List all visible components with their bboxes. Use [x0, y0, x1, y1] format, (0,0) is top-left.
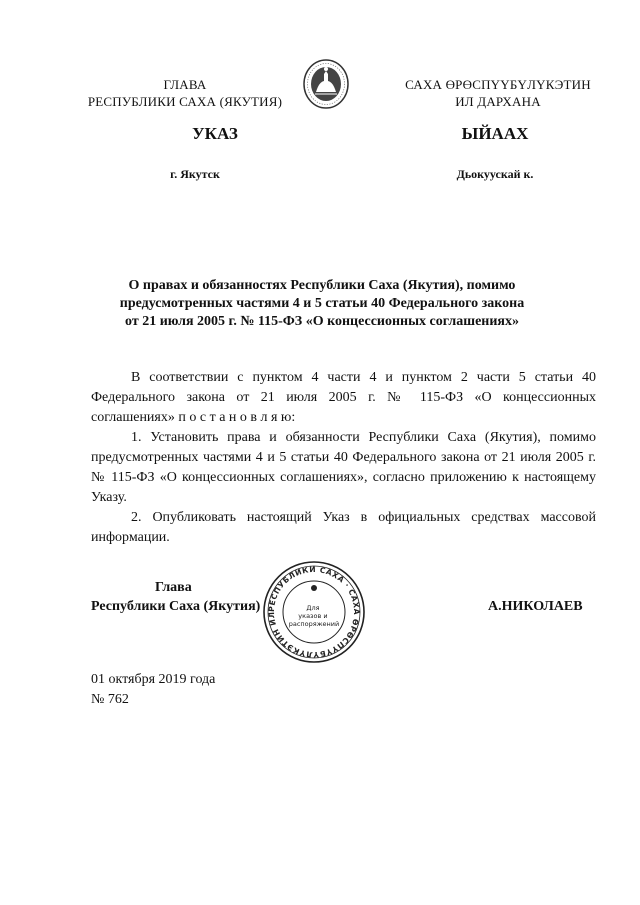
city-right: Дьокуускай к. [456, 167, 534, 181]
signature-title-line2: Республики Саха (Якутия) [91, 599, 261, 614]
title-line1: О правах и обязанностях Республики Саха (Якутия), помимо [128, 278, 516, 293]
official-stamp [262, 560, 366, 664]
city-left: г. Якутск [170, 167, 220, 181]
header-left-line1: ГЛАВА [163, 77, 207, 92]
header-right-line2: ИЛ ДАРХАНА [455, 94, 541, 109]
doc-type-left: УКАЗ [192, 124, 238, 143]
header-right-line1: САХА ӨРӨСПҮҮБҮЛҮКЭТИН [405, 77, 591, 92]
paragraph-preamble: В соответствии с пунктом 4 части 4 и пунктом 2 части 5 статьи 40 Федерального закона от 21 июля 2005 г. № 115-ФЗ «О концессионных соглашениях» п о с т а н о в л я ю: [91, 370, 596, 425]
paragraph-item-2: 2. Опубликовать настоящий Указ в официальных средствах массовой информации. [91, 510, 596, 545]
document-date: 01 октября 2019 года [91, 672, 216, 687]
signature-name: А.НИКОЛАЕВ [488, 599, 583, 614]
svg-text:Для указов и распо: Для указов и распоряжений [288, 604, 340, 628]
document-body [91, 368, 596, 548]
doc-type-right: ЫЙААХ [461, 124, 529, 143]
header-left [60, 76, 310, 110]
document-number: № 762 [91, 692, 129, 707]
header-right [388, 76, 608, 110]
stamp-ring-text: РЕСПУБЛИКИ САХА · САХА ӨРӨСПҮҮБҮЛҮКЭТИН ИЛ [266, 564, 362, 660]
title-line2: предусмотренных частями 4 и 5 статьи 40 Федерального закона [119, 296, 525, 311]
paragraph-item-1: 1. Установить права и обязанности Республики Саха (Якутия), помимо предусмотренных частями 4 и 5 статьи 40 Федерального закона от 21 июля 2005 г. № 115-ФЗ «О концессионных соглашениях», согласно приложению к настоящему Указу. [91, 430, 596, 505]
signature-title-line1: Глава [155, 580, 192, 595]
coat-of-arms-emblem [302, 58, 350, 110]
title-line3: от 21 июля 2005 г. № 115-ФЗ «О концессионных соглашениях» [125, 314, 519, 329]
header-left-line2: РЕСПУБЛИКИ САХА (ЯКУТИЯ) [87, 94, 283, 109]
document-title [80, 277, 564, 331]
